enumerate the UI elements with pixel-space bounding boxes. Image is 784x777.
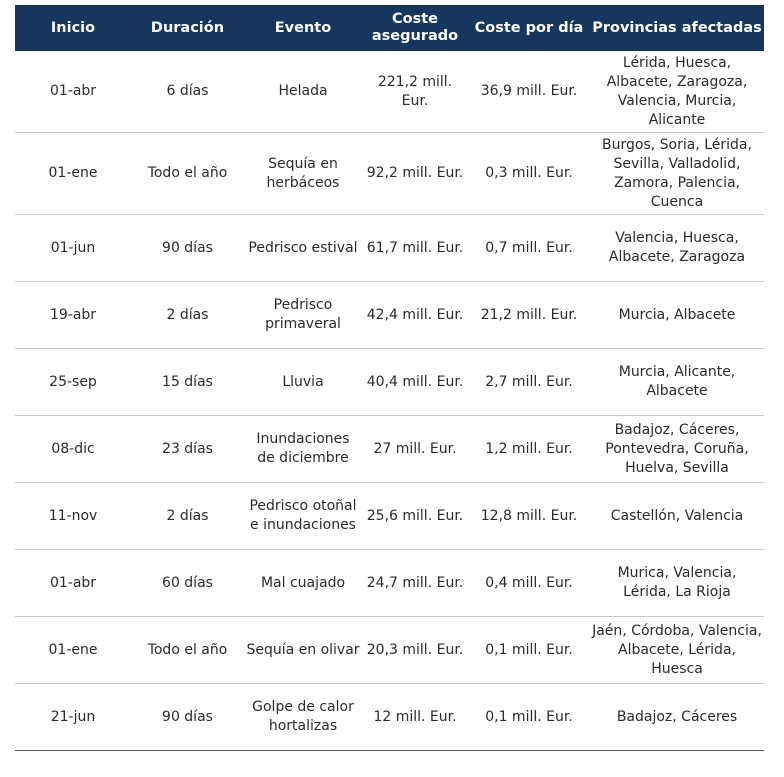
table-row xyxy=(15,416,764,483)
cell-coste-dia: 21,2 mill. Eur. xyxy=(468,282,590,349)
table-row xyxy=(15,133,764,215)
header-provincias: Provincias afectadas xyxy=(590,5,764,51)
cell-inicio: 11-nov xyxy=(15,483,131,550)
table-row xyxy=(15,617,764,684)
table-row xyxy=(15,282,764,349)
cell-coste-dia: 2,7 mill. Eur. xyxy=(468,349,590,416)
header-coste-asegurado: Coste asegurado xyxy=(362,5,468,51)
cell-coste-dia: 0,4 mill. Eur. xyxy=(468,550,590,617)
cell-duracion: 60 días xyxy=(131,550,244,617)
cell-provincias: Badajoz, Cáceres xyxy=(590,684,764,751)
cell-coste-dia: 1,2 mill. Eur. xyxy=(468,416,590,483)
cell-coste-dia: 0,3 mill. Eur. xyxy=(468,133,590,215)
cell-provincias: Castellón, Valencia xyxy=(590,483,764,550)
cell-duracion: 90 días xyxy=(131,215,244,282)
cell-inicio: 01-abr xyxy=(15,51,131,133)
cell-coste-dia: 36,9 mill. Eur. xyxy=(468,51,590,133)
table-row xyxy=(15,51,764,133)
cell-coste: 24,7 mill. Eur. xyxy=(362,550,468,617)
cell-evento: Pedrisco primaveral xyxy=(244,282,362,349)
cell-coste: 25,6 mill. Eur. xyxy=(362,483,468,550)
events-cost-table xyxy=(15,5,764,751)
header-inicio: Inicio xyxy=(15,5,131,51)
cell-evento: Sequía en olivar xyxy=(244,617,362,684)
cell-coste: 27 mill. Eur. xyxy=(362,416,468,483)
cell-coste: 92,2 mill. Eur. xyxy=(362,133,468,215)
cell-evento: Golpe de calor hortalizas xyxy=(244,684,362,751)
cell-inicio: 25-sep xyxy=(15,349,131,416)
table-body xyxy=(15,51,764,751)
cell-inicio: 01-ene xyxy=(15,617,131,684)
cell-duracion: 2 días xyxy=(131,282,244,349)
cell-inicio: 19-abr xyxy=(15,282,131,349)
cell-duracion: 2 días xyxy=(131,483,244,550)
cell-coste: 12 mill. Eur. xyxy=(362,684,468,751)
cell-evento: Sequía en herbáceos xyxy=(244,133,362,215)
cell-provincias: Badajoz, Cáceres, Pontevedra, Coruña, Huelva, Sevilla xyxy=(590,416,764,483)
cell-duracion: 15 días xyxy=(131,349,244,416)
table-row xyxy=(15,684,764,751)
cell-coste: 40,4 mill. Eur. xyxy=(362,349,468,416)
cell-provincias: Murcia, Alicante, Albacete xyxy=(590,349,764,416)
cell-evento: Lluvia xyxy=(244,349,362,416)
cell-provincias: Valencia, Huesca, Albacete, Zaragoza xyxy=(590,215,764,282)
cell-evento: Pedrisco otoñal e inundaciones xyxy=(244,483,362,550)
cell-inicio: 01-ene xyxy=(15,133,131,215)
cell-duracion: Todo el año xyxy=(131,133,244,215)
header-duracion: Duración xyxy=(131,5,244,51)
cell-inicio: 01-jun xyxy=(15,215,131,282)
cell-provincias: Burgos, Soria, Lérida, Sevilla, Valladolid, Zamora, Palencia, Cuenca xyxy=(590,133,764,215)
table-row xyxy=(15,483,764,550)
cell-evento: Mal cuajado xyxy=(244,550,362,617)
cell-duracion: 90 días xyxy=(131,684,244,751)
cell-provincias: Jaén, Córdoba, Valencia, Albacete, Lérida, Huesca xyxy=(590,617,764,684)
cell-coste-dia: 0,1 mill. Eur. xyxy=(468,684,590,751)
table-row xyxy=(15,215,764,282)
table-row xyxy=(15,550,764,617)
table-row xyxy=(15,349,764,416)
cell-coste: 20,3 mill. Eur. xyxy=(362,617,468,684)
cell-coste-dia: 0,1 mill. Eur. xyxy=(468,617,590,684)
cell-duracion: 23 días xyxy=(131,416,244,483)
cell-evento: Pedrisco estival xyxy=(244,215,362,282)
header-row xyxy=(15,5,764,51)
cell-coste: 42,4 mill. Eur. xyxy=(362,282,468,349)
cell-duracion: 6 días xyxy=(131,51,244,133)
cell-evento: Inundaciones de diciembre xyxy=(244,416,362,483)
cell-duracion: Todo el año xyxy=(131,617,244,684)
cell-provincias: Murica, Valencia, Lérida, La Rioja xyxy=(590,550,764,617)
header-coste-por-dia: Coste por día xyxy=(468,5,590,51)
cell-evento: Helada xyxy=(244,51,362,133)
cell-coste-dia: 0,7 mill. Eur. xyxy=(468,215,590,282)
cell-inicio: 08-dic xyxy=(15,416,131,483)
cell-provincias: Murcia, Albacete xyxy=(590,282,764,349)
cell-provincias: Lérida, Huesca, Albacete, Zaragoza, Valencia, Murcia, Alicante xyxy=(590,51,764,133)
cell-inicio: 01-abr xyxy=(15,550,131,617)
cell-coste: 61,7 mill. Eur. xyxy=(362,215,468,282)
table-header xyxy=(15,5,764,51)
cell-coste: 221,2 mill. Eur. xyxy=(362,51,468,133)
header-evento: Evento xyxy=(244,5,362,51)
cell-inicio: 21-jun xyxy=(15,684,131,751)
cell-coste-dia: 12,8 mill. Eur. xyxy=(468,483,590,550)
